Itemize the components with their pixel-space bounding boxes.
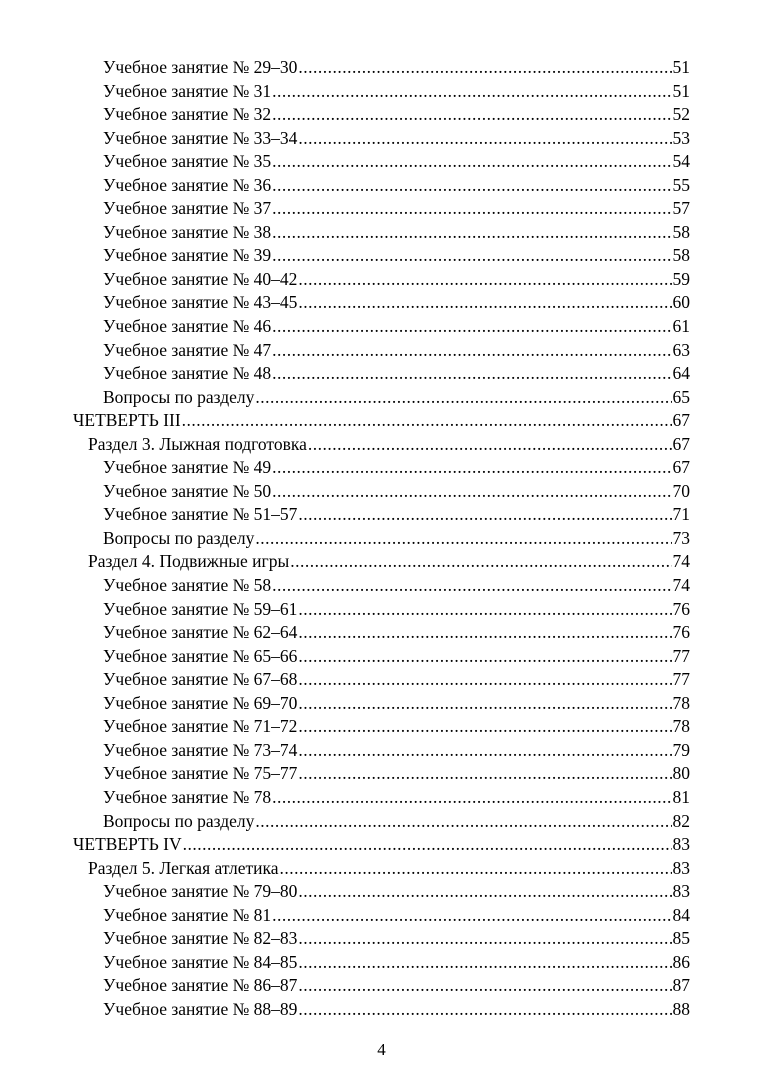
toc-entry-title: Учебное занятие № 78 <box>103 786 272 807</box>
toc-entry-title: Учебное занятие № 75–77 <box>103 763 298 784</box>
toc-entry[interactable] <box>73 268 690 292</box>
toc-entry-title: Учебное занятие № 32 <box>103 104 272 125</box>
toc-dot-leader <box>183 833 672 857</box>
toc-entry[interactable] <box>73 56 690 80</box>
toc-entry-page: 86 <box>672 951 690 972</box>
toc-entry[interactable] <box>73 150 690 174</box>
toc-dot-leader <box>272 150 671 174</box>
toc-entry-page: 51 <box>672 57 690 77</box>
toc-quarter-heading[interactable] <box>73 409 690 433</box>
toc-entry[interactable] <box>73 574 690 598</box>
toc-entry[interactable] <box>73 315 690 339</box>
toc-dot-leader <box>298 880 671 904</box>
toc-entry[interactable] <box>73 904 690 928</box>
toc-entry[interactable] <box>73 621 690 645</box>
toc-dot-leader <box>272 197 671 221</box>
toc-entry-title: Учебное занятие № 35 <box>103 151 272 172</box>
toc-entry-title: ЧЕТВЕРТЬ III <box>73 410 181 431</box>
toc-entry-title: Учебное занятие № 81 <box>103 904 272 925</box>
toc-dot-leader <box>298 927 671 951</box>
toc-entry-page: 71 <box>672 504 690 525</box>
toc-entry-page: 53 <box>672 127 690 148</box>
toc-entry-title: Учебное занятие № 62–64 <box>103 622 298 643</box>
toc-dot-leader <box>272 456 671 480</box>
toc-entry-title: Учебное занятие № 38 <box>103 221 272 242</box>
toc-dot-leader <box>298 621 671 645</box>
toc-entry-title: Учебное занятие № 86–87 <box>103 975 298 996</box>
toc-entry-title: Учебное занятие № 49 <box>103 457 272 478</box>
toc-entry-page: 83 <box>672 881 690 902</box>
toc-entry-title: Учебное занятие № 39 <box>103 245 272 266</box>
toc-entry[interactable] <box>73 998 690 1022</box>
toc-entry-title: Раздел 3. Лыжная подготовка <box>88 433 307 454</box>
toc-dot-leader <box>272 103 671 127</box>
toc-entry-title: Учебное занятие № 73–74 <box>103 739 298 760</box>
toc-entry-title: Учебное занятие № 88–89 <box>103 998 298 1019</box>
toc-dot-leader <box>272 244 671 268</box>
toc-entry[interactable] <box>73 880 690 904</box>
toc-section-heading[interactable] <box>73 550 690 574</box>
toc-entry-page: 65 <box>672 386 690 407</box>
toc-entry-title: Учебное занятие № 71–72 <box>103 716 298 737</box>
toc-dot-leader <box>255 810 671 834</box>
toc-dot-leader <box>298 762 671 786</box>
toc-dot-leader <box>255 386 671 410</box>
toc-entry[interactable] <box>73 762 690 786</box>
toc-dot-leader <box>272 574 671 598</box>
toc-entry-title: Учебное занятие № 40–42 <box>103 268 298 289</box>
toc-entry[interactable] <box>73 668 690 692</box>
toc-entry-title: Учебное занятие № 47 <box>103 339 272 360</box>
toc-entry[interactable] <box>73 244 690 268</box>
toc-dot-leader <box>298 715 671 739</box>
toc-entry-page: 59 <box>672 268 690 289</box>
toc-dot-leader <box>272 339 671 363</box>
toc-entry-page: 54 <box>672 151 690 172</box>
toc-entry[interactable] <box>73 174 690 198</box>
toc-entry[interactable] <box>73 480 690 504</box>
toc-entry-page: 67 <box>672 433 690 454</box>
toc-dot-leader <box>272 221 671 245</box>
toc-dot-leader <box>298 998 671 1022</box>
toc-entry-page: 82 <box>672 810 690 831</box>
toc-dot-leader <box>298 645 671 669</box>
toc-entry[interactable] <box>73 456 690 480</box>
toc-entry-page: 76 <box>672 598 690 619</box>
toc-entry-page: 58 <box>672 245 690 266</box>
toc-entry-page: 78 <box>672 716 690 737</box>
toc-entry-title: Вопросы по разделу <box>103 386 255 407</box>
toc-entry-title: Учебное занятие № 50 <box>103 480 272 501</box>
toc-quarter-heading[interactable] <box>73 833 690 857</box>
toc-entry-page: 51 <box>672 80 690 101</box>
toc-entry-page: 60 <box>672 292 690 313</box>
toc-dot-leader <box>255 527 671 551</box>
toc-entry-page: 64 <box>672 363 690 384</box>
toc-entry-page: 63 <box>672 339 690 360</box>
toc-entry[interactable] <box>73 127 690 151</box>
toc-dot-leader <box>308 433 672 457</box>
toc-dot-leader <box>298 974 671 998</box>
toc-entry[interactable] <box>73 598 690 622</box>
toc-entry-title: Учебное занятие № 69–70 <box>103 692 298 713</box>
toc-entry-page: 55 <box>672 174 690 195</box>
toc-entry-page: 61 <box>672 316 690 337</box>
toc-entry[interactable] <box>73 103 690 127</box>
toc-dot-leader <box>298 668 671 692</box>
toc-entry-title: Учебное занятие № 36 <box>103 174 272 195</box>
toc-entry[interactable] <box>73 810 690 834</box>
toc-entry-title: Учебное занятие № 79–80 <box>103 881 298 902</box>
toc-entry[interactable] <box>73 386 690 410</box>
toc-entry[interactable] <box>73 362 690 386</box>
toc-dot-leader <box>298 739 671 763</box>
toc-entry[interactable] <box>73 715 690 739</box>
toc-section-heading[interactable] <box>73 433 690 457</box>
toc-dot-leader <box>272 315 671 339</box>
toc-dot-leader <box>272 362 671 386</box>
toc-entry[interactable] <box>73 221 690 245</box>
toc-entry-title: Учебное занятие № 37 <box>103 198 272 219</box>
toc-entry-page: 67 <box>672 457 690 478</box>
toc-entry[interactable] <box>73 503 690 527</box>
toc-entry-page: 67 <box>672 410 690 431</box>
toc-entry-title: ЧЕТВЕРТЬ IV <box>73 834 182 855</box>
toc-entry-page: 70 <box>672 480 690 501</box>
toc-entry[interactable] <box>73 197 690 221</box>
toc-entry-page: 52 <box>672 104 690 125</box>
toc-entry-title: Вопросы по разделу <box>103 527 255 548</box>
toc-entry-title: Вопросы по разделу <box>103 810 255 831</box>
toc-dot-leader <box>298 56 671 80</box>
toc-entry-page: 78 <box>672 692 690 713</box>
toc-entry[interactable] <box>73 692 690 716</box>
toc-entry-title: Учебное занятие № 31 <box>103 80 272 101</box>
toc-entry-title: Раздел 5. Легкая атлетика <box>88 857 279 878</box>
toc-entry[interactable] <box>73 974 690 998</box>
toc-entry-title: Учебное занятие № 59–61 <box>103 598 298 619</box>
toc-entry[interactable] <box>73 786 690 810</box>
toc-dot-leader <box>272 174 671 198</box>
toc-entry[interactable] <box>73 951 690 975</box>
toc-dot-leader <box>272 80 671 104</box>
toc-dot-leader <box>280 857 672 881</box>
toc-dot-leader <box>272 904 671 928</box>
toc-entry-page: 80 <box>672 763 690 784</box>
toc-dot-leader <box>272 786 671 810</box>
toc-entry[interactable] <box>73 645 690 669</box>
toc-entry-page: 88 <box>672 998 690 1019</box>
toc-entry[interactable] <box>73 339 690 363</box>
toc-entry-title: Учебное занятие № 84–85 <box>103 951 298 972</box>
toc-entry[interactable] <box>73 739 690 763</box>
toc-entry-title: Учебное занятие № 67–68 <box>103 669 298 690</box>
toc-entry-page: 77 <box>672 669 690 690</box>
toc-entry-page: 83 <box>672 834 690 855</box>
toc-dot-leader <box>298 598 671 622</box>
toc-entry-title: Учебное занятие № 58 <box>103 575 272 596</box>
toc-entry-page: 74 <box>672 551 690 572</box>
toc-dot-leader <box>298 692 671 716</box>
toc-entry-page: 58 <box>672 221 690 242</box>
toc-entry-title: Учебное занятие № 29–30 <box>103 57 298 77</box>
toc-entry-page: 73 <box>672 527 690 548</box>
toc-entry-page: 74 <box>672 575 690 596</box>
toc-entry-page: 77 <box>672 645 690 666</box>
toc-entry-page: 76 <box>672 622 690 643</box>
toc-entry-page: 84 <box>672 904 690 925</box>
toc-entry[interactable] <box>73 927 690 951</box>
toc-section-heading[interactable] <box>73 857 690 881</box>
toc-entry-page: 87 <box>672 975 690 996</box>
toc-entry-title: Раздел 4. Подвижные игры <box>88 551 290 572</box>
toc-entry[interactable] <box>73 80 690 104</box>
toc-entry-page: 79 <box>672 739 690 760</box>
toc-dot-leader <box>298 291 671 315</box>
toc-entry-title: Учебное занятие № 43–45 <box>103 292 298 313</box>
toc-dot-leader <box>298 503 671 527</box>
toc-entry-title: Учебное занятие № 48 <box>103 363 272 384</box>
toc-entry-page: 57 <box>672 198 690 219</box>
toc-entry-page: 81 <box>672 786 690 807</box>
toc-entry-title: Учебное занятие № 33–34 <box>103 127 298 148</box>
toc-entry-title: Учебное занятие № 65–66 <box>103 645 298 666</box>
toc-entry-page: 85 <box>672 928 690 949</box>
table-of-contents <box>73 56 690 1021</box>
toc-dot-leader <box>272 480 671 504</box>
toc-dot-leader <box>298 268 671 292</box>
toc-entry[interactable] <box>73 527 690 551</box>
toc-dot-leader <box>182 409 672 433</box>
toc-entry-page: 83 <box>672 857 690 878</box>
toc-entry-title: Учебное занятие № 51–57 <box>103 504 298 525</box>
toc-entry-title: Учебное занятие № 82–83 <box>103 928 298 949</box>
toc-entry-title: Учебное занятие № 46 <box>103 316 272 337</box>
toc-dot-leader <box>290 550 671 574</box>
page-number: 4 <box>377 1040 386 1059</box>
toc-entry[interactable] <box>73 291 690 315</box>
toc-dot-leader <box>298 951 671 975</box>
toc-dot-leader <box>298 127 671 151</box>
